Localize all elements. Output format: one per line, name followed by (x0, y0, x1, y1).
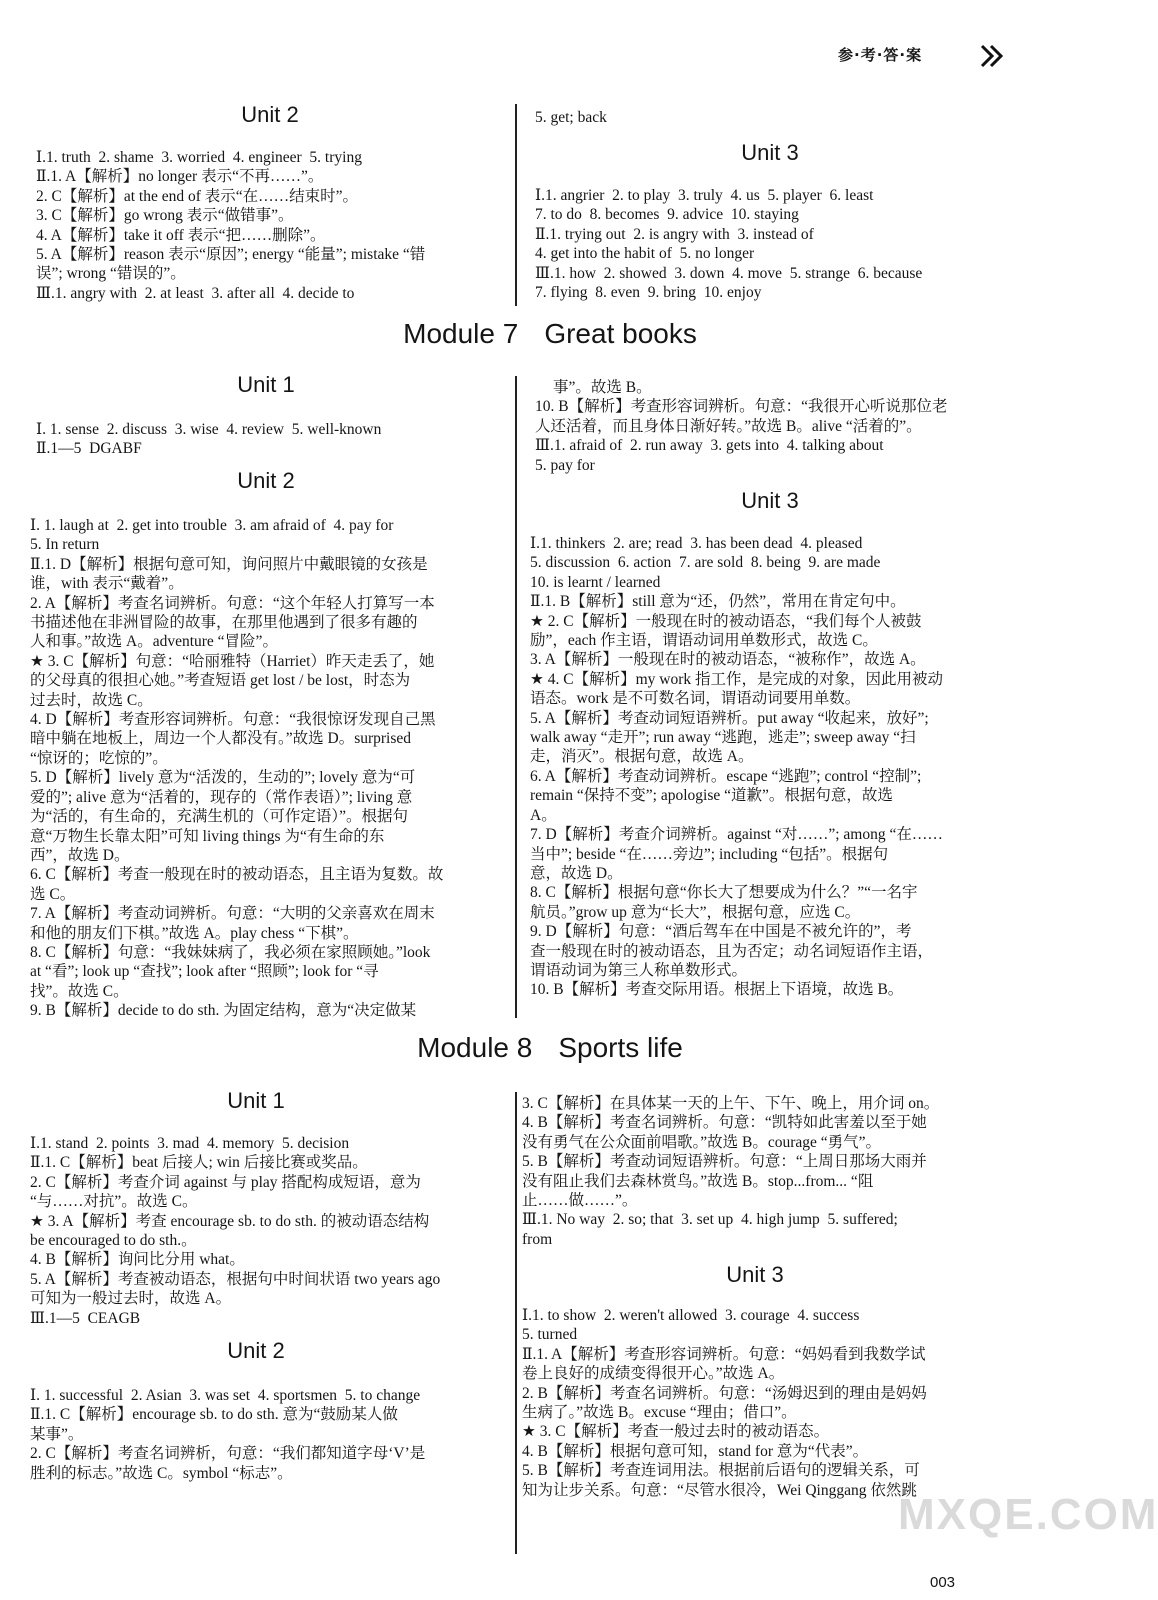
answer-line: ★ 4. C【解析】my work 指工作，是完成的对象，因此用被动 (530, 670, 944, 688)
unit-title: Unit 3 (741, 488, 799, 513)
answer-line: 5. In return (30, 536, 100, 554)
answer-line: Ⅰ. 1. successful 2. Asian 3. was set 4. sportsmen 5. to change (30, 1387, 421, 1404)
module-name: Great books (544, 318, 697, 349)
answer-line: 5. A【解析】考查被动语态，根据句中时间状语 two years ago (30, 1270, 441, 1288)
answers-m7-unit1 (36, 420, 506, 459)
answer-line: 过去时，故选 C。 (30, 691, 153, 709)
answer-line: 2. B【解析】考查名词辨析。句意：“汤姆迟到的理由是妈妈 (522, 1384, 927, 1402)
answer-line: 7. flying 8. even 9. bring 10. enjoy (535, 284, 762, 302)
answer-line: 4. B【解析】询问比分用 what。 (30, 1251, 245, 1269)
answer-line: “惊讶的；吃惊的”。 (30, 749, 168, 767)
unit-title: Unit 1 (227, 1088, 285, 1113)
answer-line: 当中”; beside “在……旁边”; including “包括”。根据句 (530, 845, 889, 863)
answers-m8-unit1 (30, 1134, 506, 1328)
answer-line: 5. pay for (535, 456, 595, 474)
answer-line: 误”; wrong “错误的”。 (36, 265, 186, 283)
answer-line: 生病了。”故选 B。excuse “理由；借口”。 (522, 1404, 797, 1422)
answer-line: Ⅲ.1—5 CEAGB (30, 1309, 141, 1327)
module-title (0, 1032, 1100, 1064)
answer-line: Ⅱ.1. C【解析】beat 后接人; win 后接比赛或奖品。 (30, 1154, 368, 1172)
answer-line: 谓语动词为第三人称单数形式。 (530, 961, 748, 979)
answer-line: 4. get into the habit of 5. no longer (535, 245, 755, 263)
answer-line: walk away “走开”; run away “逃跑，逃走”; sweep away “扫 (530, 729, 916, 747)
answer-line: 4. D【解析】考查形容词辨析。句意：“我很惊讶发现自己黑 (30, 711, 436, 729)
answer-line: 8. C【解析】根据句意“你长大了想要成为什么？”“一名宇 (530, 884, 918, 902)
unit-title: Unit 1 (237, 372, 295, 397)
answer-line: 7. to do 8. becomes 9. advice 10. staying (535, 206, 799, 224)
column-divider (515, 1092, 517, 1554)
answer-line: 可知为一般过去时，故选 A。 (30, 1290, 232, 1308)
answer-line: from (522, 1230, 553, 1248)
answer-line: 的父母真的很担心她。”考查短语 get lost / be lost，时态为 (30, 672, 411, 690)
answer-line: 西”，故选 D。 (30, 846, 130, 864)
answer-line: 5. turned (522, 1326, 578, 1344)
answer-line: remain “保持不变”; apologise “道歉”。根据句意，故选 (530, 787, 893, 805)
answer-line: 励”，each 作主语，谓语动词用单数形式，故选 C。 (530, 632, 878, 650)
answer-line: 和他的朋友们下棋。”故选 A。play chess “下棋”。 (30, 924, 359, 942)
answers-m7-unit2-cont (535, 378, 1005, 475)
answer-line: ★ 3. C【解析】句意：“哈丽雅特（Harriet）昨天走丢了，她 (30, 652, 435, 670)
answer-line: 10. B【解析】考查形容词辨析。句意：“我很开心听说那位老 (535, 398, 948, 416)
answer-line: 5. A【解析】reason 表示“原因”; energy “能量”; mistake “错 (36, 246, 426, 264)
answer-line: Ⅰ.1. thinkers 2. are; read 3. has been dead 4. pleased (530, 535, 863, 552)
answer-line: Ⅱ.1. B【解析】still 意为“还，仍然”，常用在肯定句中。 (530, 593, 906, 611)
answer-line: 10. is learnt / learned (530, 573, 661, 591)
module-name: Sports life (558, 1032, 683, 1063)
answers-m6-unit3 (535, 186, 1005, 302)
answer-line: 6. C【解析】考查一般现在时的被动语态，且主语为复数。故 (30, 866, 444, 884)
answer-line: ★ 3. C【解析】考查一般过去时的被动语态。 (522, 1423, 830, 1441)
answer-line: 书描述他在非洲冒险的故事，在那里他遇到了很多有趣的 (30, 614, 418, 632)
answer-line: 9. D【解析】句意：“酒后驾车在中国是不被允许的”，考 (530, 923, 912, 941)
answers-m7-unit2 (30, 516, 506, 1021)
module-number: Module 7 (403, 318, 519, 349)
unit-title: Unit 2 (237, 468, 295, 493)
answer-line: 5. discussion 6. action 7. are sold 8. being 9. are made (530, 554, 881, 572)
answer-line: 2. C【解析】考查介词 against 与 play 搭配构成短语，意为 (30, 1173, 421, 1191)
answer-line: Ⅰ. 1. sense 2. discuss 3. wise 4. review 5. well-known (36, 421, 382, 438)
answer-line: 查一般现在时的被动语态，且为否定；动名词短语作主语， (530, 942, 934, 960)
answer-line: Ⅱ.1. A【解析】no longer 表示“不再……”。 (36, 168, 324, 186)
answer-line: 为“活的，有生命的，充满生机的（可作定语）”。根据句 (30, 808, 409, 826)
answer-line: Ⅱ.1. C【解析】encourage sb. to do sth. 意为“鼓励某人做 (30, 1406, 398, 1424)
answers-m7-unit3 (530, 534, 1006, 1000)
answer-line: 5. get; back (535, 109, 607, 126)
answers-m6-unit2-cont (535, 108, 1005, 127)
answer-line: 止……做……”。 (522, 1192, 638, 1210)
answer-line: 5. B【解析】考查连词用法。根据前后语句的逻辑关系，可 (522, 1462, 920, 1480)
answer-line: ★ 3. A【解析】考查 encourage sb. to do sth. 的被动语态结构 (30, 1212, 430, 1230)
answer-line: “与……对抗”。故选 C。 (30, 1193, 198, 1211)
answer-line: at “看”; look up “查找”; look after “照顾”; look for “寻 (30, 963, 379, 981)
site-watermark: MXQE.COM (898, 1490, 1158, 1539)
answer-line: 5. D【解析】lively 意为“活泼的，生动的”; lovely 意为“可 (30, 769, 416, 787)
unit-title: Unit 3 (741, 140, 799, 165)
answers-m6-unit2 (36, 148, 506, 303)
answer-line: be encouraged to do sth.。 (30, 1232, 197, 1250)
answer-line: Ⅰ.1. to show 2. weren't allowed 3. courage 4. success (522, 1307, 860, 1324)
answer-line: 9. B【解析】decide to do sth. 为固定结构，意为“决定做某 (30, 1002, 417, 1020)
answer-line: 意，故选 D。 (530, 864, 623, 882)
answer-line: 选 C。 (30, 885, 76, 903)
answer-line: 4. B【解析】根据句意可知，stand for 意为“代表”。 (522, 1442, 869, 1460)
unit-title: Unit 2 (227, 1338, 285, 1363)
answer-line: Ⅲ.1. afraid of 2. run away 3. gets into 4. talking about (535, 437, 884, 455)
answer-line: 卷上良好的成绩变得很开心。”故选 A。 (522, 1365, 785, 1383)
answer-line: Ⅰ.1. stand 2. points 3. mad 4. memory 5. decision (30, 1135, 350, 1152)
answer-line: 语态。work 是不可数名词，谓语动词要用单数。 (530, 690, 861, 708)
answer-line: Ⅰ. 1. laugh at 2. get into trouble 3. am afraid of 4. pay for (30, 517, 394, 534)
answer-line: 7. A【解析】考查动词辨析。句意：“大明的父亲喜欢在周末 (30, 905, 435, 923)
module-title (0, 318, 1100, 350)
answer-line: Ⅱ.1. D【解析】根据句意可知，询问照片中戴眼镜的女孩是 (30, 555, 428, 573)
answers-m8-unit3 (522, 1306, 1006, 1500)
answer-line: 某事”。 (30, 1425, 84, 1443)
answer-line: 没有勇气在公众面前唱歌。”故选 B。courage “勇气”。 (522, 1133, 882, 1151)
page-header-tag: 参·考·答·案 (838, 46, 923, 64)
answer-line: 5. A【解析】考查动词短语辨析。put away “收起来，放好”; (530, 709, 929, 727)
chevron-right-icon (978, 44, 1008, 68)
answer-line: 2. C【解析】考查名词辨析，句意：“我们都知道字母‘V’是 (30, 1445, 426, 1463)
answer-line: 航员。”grow up 意为“长大”，根据句意，应选 C。 (530, 903, 861, 921)
answer-line: 6. A【解析】考查动词辨析。escape “逃跑”; control “控制”; (530, 767, 922, 785)
answer-line: Ⅰ.1. angrier 2. to play 3. truly 4. us 5. player 6. least (535, 187, 874, 204)
answer-line: 3. C【解析】go wrong 表示“做错事”。 (36, 207, 294, 225)
answer-line: 2. C【解析】at the end of 表示“在……结束时”。 (36, 187, 359, 205)
answer-line: 4. B【解析】考查名词辨析。句意：“凯特如此害羞以至于她 (522, 1114, 927, 1132)
unit-title: Unit 3 (726, 1262, 784, 1287)
page-number: 003 (930, 1574, 956, 1591)
answer-line: ★ 2. C【解析】一般现在时的被动语态，“我们每个人被鼓 (530, 612, 922, 630)
answer-line: 爱的”; alive 意为“活着的，现存的（常作表语）”; living 意 (30, 788, 413, 806)
answer-line: Ⅰ.1. truth 2. shame 3. worried 4. engineer 5. trying (36, 149, 362, 166)
module-number: Module 8 (417, 1032, 533, 1063)
answer-line: 意“万物生长靠太阳”可知 living things 为“有生命的东 (30, 827, 385, 845)
answer-line: Ⅱ.1. A【解析】考查形容词辨析。句意：“妈妈看到我数学试 (522, 1345, 926, 1363)
answer-line: 知为让步关系。句意：“尽管水很冷，Wei Qinggang 依然跳 (522, 1481, 917, 1499)
answer-line: Ⅲ.1. how 2. showed 3. down 4. move 5. strange 6. because (535, 264, 923, 282)
answer-line: 胜利的标志。”故选 C。symbol “标志”。 (30, 1464, 293, 1482)
answer-line: Ⅲ.1. angry with 2. at least 3. after all 4. decide to (36, 284, 355, 302)
answer-line: A。 (530, 806, 557, 824)
answer-line: 4. A【解析】take it off 表示“把……删除”。 (36, 226, 326, 244)
answer-line: 8. C【解析】句意：“我妹妹病了，我必须在家照顾她。”look (30, 943, 431, 961)
answer-line: 人和事。”故选 A。adventure “冒险”。 (30, 633, 278, 651)
answer-line: Ⅱ.1—5 DGABF (36, 440, 142, 458)
answer-line: 2. A【解析】考查名词辨析。句意：“这个年轻人打算写一本 (30, 594, 435, 612)
answer-line: Ⅲ.1. No way 2. so; that 3. set up 4. high jump 5. suffered; (522, 1211, 898, 1229)
answers-m8-unit2 (30, 1386, 506, 1483)
answer-line: Ⅱ.1. trying out 2. is angry with 3. instead of (535, 225, 814, 243)
answers-m8-unit2-cont (522, 1094, 1006, 1249)
column-divider (515, 376, 517, 1018)
answer-line: 事”。故选 B。 (553, 379, 652, 396)
column-divider (515, 104, 517, 306)
answer-line: 找”。故选 C。 (30, 982, 129, 1000)
answer-line: 3. A【解析】一般现在时的被动语态，“被称作”，故选 A。 (530, 651, 926, 669)
answer-line: 没有阻止我们去森林赏鸟。”故选 B。stop...from... “阻 (522, 1172, 874, 1190)
answer-line: 人还活着，而且身体日渐好转。”故选 B。alive “活着的”。 (535, 417, 922, 435)
answer-line: 7. D【解析】考查介词辨析。against “对……”; among “在…… (530, 826, 943, 844)
answer-line: 5. B【解析】考查动词短语辨析。句意：“上周日那场大雨并 (522, 1153, 927, 1171)
answer-line: 走，消灭”。根据句意，故选 A。 (530, 748, 754, 766)
answer-line: 10. B【解析】考查交际用语。根据上下语境，故选 B。 (530, 981, 904, 999)
unit-title: Unit 2 (241, 102, 299, 127)
answer-line: 谁，with 表示“戴着”。 (30, 575, 184, 593)
answer-line: 3. C【解析】在具体某一天的上午、下午、晚上，用介词 on。 (522, 1095, 940, 1112)
answer-line: 暗中躺在地板上，周边一个人都没有。”故选 D。surprised (30, 730, 412, 748)
